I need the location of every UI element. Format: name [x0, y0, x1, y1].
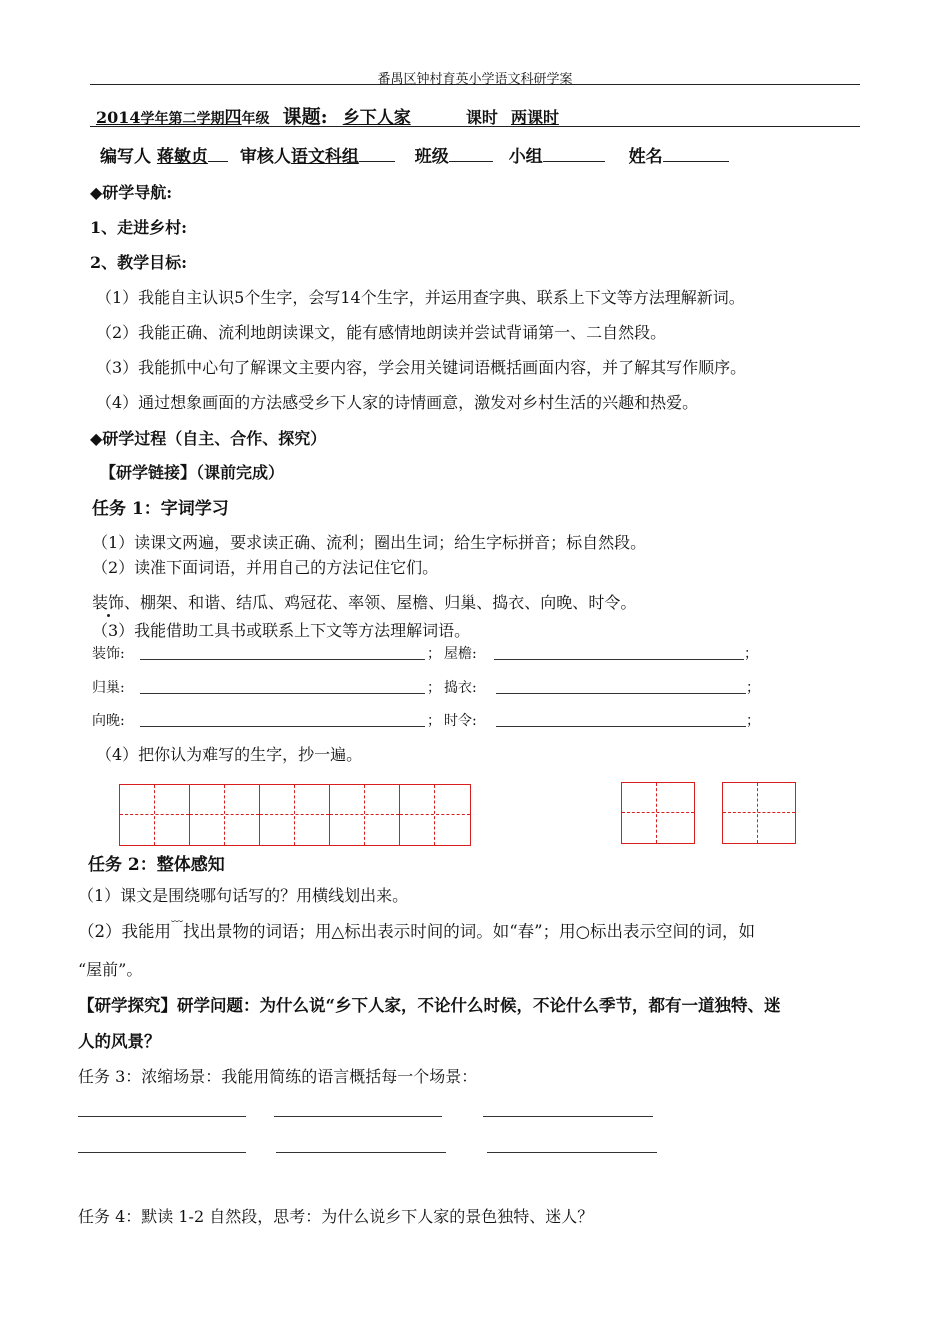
term-label-right: 捣衣:	[444, 680, 477, 696]
reviewer-label: 审核人	[239, 147, 291, 167]
writing-grid-small-2[interactable]	[722, 782, 796, 844]
topic-value: 乡下人家	[342, 108, 411, 128]
explore-question: 【研学探究】研学问题：为什么说“乡下人家，不论什么时候，不论什么季节，都有一道独特、迷	[78, 996, 781, 1015]
writing-cell[interactable]	[622, 783, 694, 843]
writing-cell[interactable]	[723, 783, 795, 843]
scene-answer-line[interactable]	[274, 1116, 442, 1117]
writing-grid-small-1[interactable]	[621, 782, 695, 844]
task2-step-2-cont: “屋前”。	[78, 960, 143, 979]
semicolon: ；	[427, 646, 441, 662]
author-label: 编写人	[100, 147, 151, 167]
word: 捣衣	[492, 593, 525, 612]
year: 2014	[96, 108, 141, 127]
info-rule	[90, 126, 860, 127]
word: 棚架	[140, 593, 173, 612]
term-answer-line[interactable]	[140, 659, 425, 660]
task1-step-1: （1）读课文两遍，要求读正确、流利；圈出生词；给生字标拼音；标自然段。	[92, 533, 647, 552]
task1-step-2: （2）读准下面词语，并用自己的方法记住它们。	[92, 558, 439, 577]
author-blank[interactable]	[208, 147, 228, 162]
goal-4: （4）通过想象画面的方法感受乡下人家的诗情画意，激发对乡村生活的兴趣和热爱。	[96, 393, 699, 412]
term-label-right: 时令:	[444, 713, 477, 729]
scene-answer-line[interactable]	[78, 1152, 246, 1153]
term-label-left: 归巢:	[92, 680, 125, 696]
writing-cell[interactable]	[400, 785, 470, 845]
scene-answer-line[interactable]	[276, 1152, 446, 1153]
task1-step-3: （3）我能借助工具书或联系上下文等方法理解词语。	[92, 621, 471, 640]
name-blank[interactable]	[663, 147, 729, 162]
word: 鸡冠花	[284, 593, 333, 612]
class-blank[interactable]	[449, 147, 493, 162]
word: 时令	[588, 593, 621, 612]
term-answer-line[interactable]	[496, 726, 746, 727]
semicolon: ；	[746, 713, 760, 729]
word: 率领	[348, 593, 381, 612]
term-answer-line[interactable]	[494, 659, 744, 660]
info-line-2	[100, 142, 729, 167]
semicolon: ；	[427, 713, 441, 729]
nav-title: ◆研学导航:	[90, 183, 173, 202]
writing-grid-main[interactable]	[119, 784, 471, 846]
writing-cell[interactable]	[260, 785, 330, 845]
scene-answer-line[interactable]	[483, 1116, 653, 1117]
class-label: 班级	[414, 147, 449, 167]
name-label: 姓名	[628, 147, 663, 167]
explore-question-cont: 人的风景？	[78, 1032, 161, 1051]
writing-cell[interactable]	[120, 785, 190, 845]
hours-label: 课时	[465, 108, 498, 127]
task1-title: 任务 1：字词学习	[92, 499, 229, 519]
term-label-left: 装饰:	[92, 646, 125, 662]
goal-2: （2）我能正确、流利地朗读课文，能有感情地朗读并尝试背诵第一、二自然段。	[96, 323, 667, 342]
task1-step-4: （4）把你认为难写的生字，抄一遍。	[96, 745, 363, 764]
task2-step-2: （2）我能用﹋找出景物的词语；用△标出表示时间的词。如“春”；用○标出表示空间的词，如	[78, 920, 755, 941]
word: 结瓜	[236, 593, 269, 612]
goal-3: （3）我能抓中心句了解课文主要内容，学会用关键词语概括画面内容，并了解其写作顺序。	[96, 358, 747, 377]
term: 学年第二学期	[140, 111, 225, 127]
scene-answer-line[interactable]	[487, 1152, 657, 1153]
process-link: 【研学链接】（课前完成）	[100, 463, 285, 482]
word: 屋檐	[396, 593, 429, 612]
goal-1: （1）我能自主认识5个生字，会写14个生字，并运用查字典、联系上下文等方法理解新词。	[96, 288, 745, 307]
process-title: ◆研学过程（自主、合作、探究）	[90, 429, 327, 448]
word: 和谐	[188, 593, 221, 612]
word-list: 装饰、棚架、和谐、结瓜、鸡冠花、率领、屋檐、归巢、捣衣、向晚、时令。	[92, 593, 637, 612]
term-label-right: 屋檐:	[444, 646, 477, 662]
wavy-line-mark: ﹋	[171, 920, 184, 934]
grade-value: 四	[224, 108, 242, 128]
school-header: 番禺区钟村育英小学语文科研学案	[377, 72, 573, 87]
grade-label: 年级	[241, 111, 270, 127]
term-label-left: 向晚:	[92, 713, 125, 729]
semicolon: ；	[427, 680, 441, 696]
scene-answer-line[interactable]	[78, 1116, 246, 1117]
group-label: 小组	[508, 147, 543, 167]
word: 向晚	[540, 593, 573, 612]
task2-step-1: （1）课文是围绕哪句话写的？用横线划出来。	[78, 886, 409, 905]
term-answer-line[interactable]	[496, 693, 746, 694]
task4-title: 任务 4：默读 1-2 自然段，思考：为什么说乡下人家的景色独特、迷人？	[78, 1207, 594, 1226]
task2-title: 任务 2：整体感知	[88, 855, 225, 875]
semicolon: ；	[746, 680, 760, 696]
header-rule	[90, 84, 860, 85]
topic-label: 课题:	[282, 106, 328, 128]
word: 归巢	[444, 593, 477, 612]
term-answer-line[interactable]	[140, 693, 425, 694]
term-answer-line[interactable]	[140, 726, 425, 727]
nav-item-1: 1、走进乡村:	[90, 218, 188, 237]
word: 装饰	[92, 593, 125, 612]
writing-cell[interactable]	[190, 785, 260, 845]
author-value: 蒋敏贞	[156, 147, 208, 167]
reviewer-blank[interactable]	[359, 147, 395, 162]
hours-value: 两课时	[510, 108, 559, 127]
group-blank[interactable]	[543, 147, 605, 162]
writing-cell[interactable]	[330, 785, 400, 845]
task3-title: 任务 3：浓缩场景：我能用简练的语言概括每一个场景：	[78, 1067, 478, 1086]
reviewer-value: 语文科组	[290, 147, 359, 167]
nav-item-2: 2、教学目标:	[90, 253, 188, 272]
info-line-1	[96, 102, 559, 129]
semicolon: ；	[744, 646, 758, 662]
